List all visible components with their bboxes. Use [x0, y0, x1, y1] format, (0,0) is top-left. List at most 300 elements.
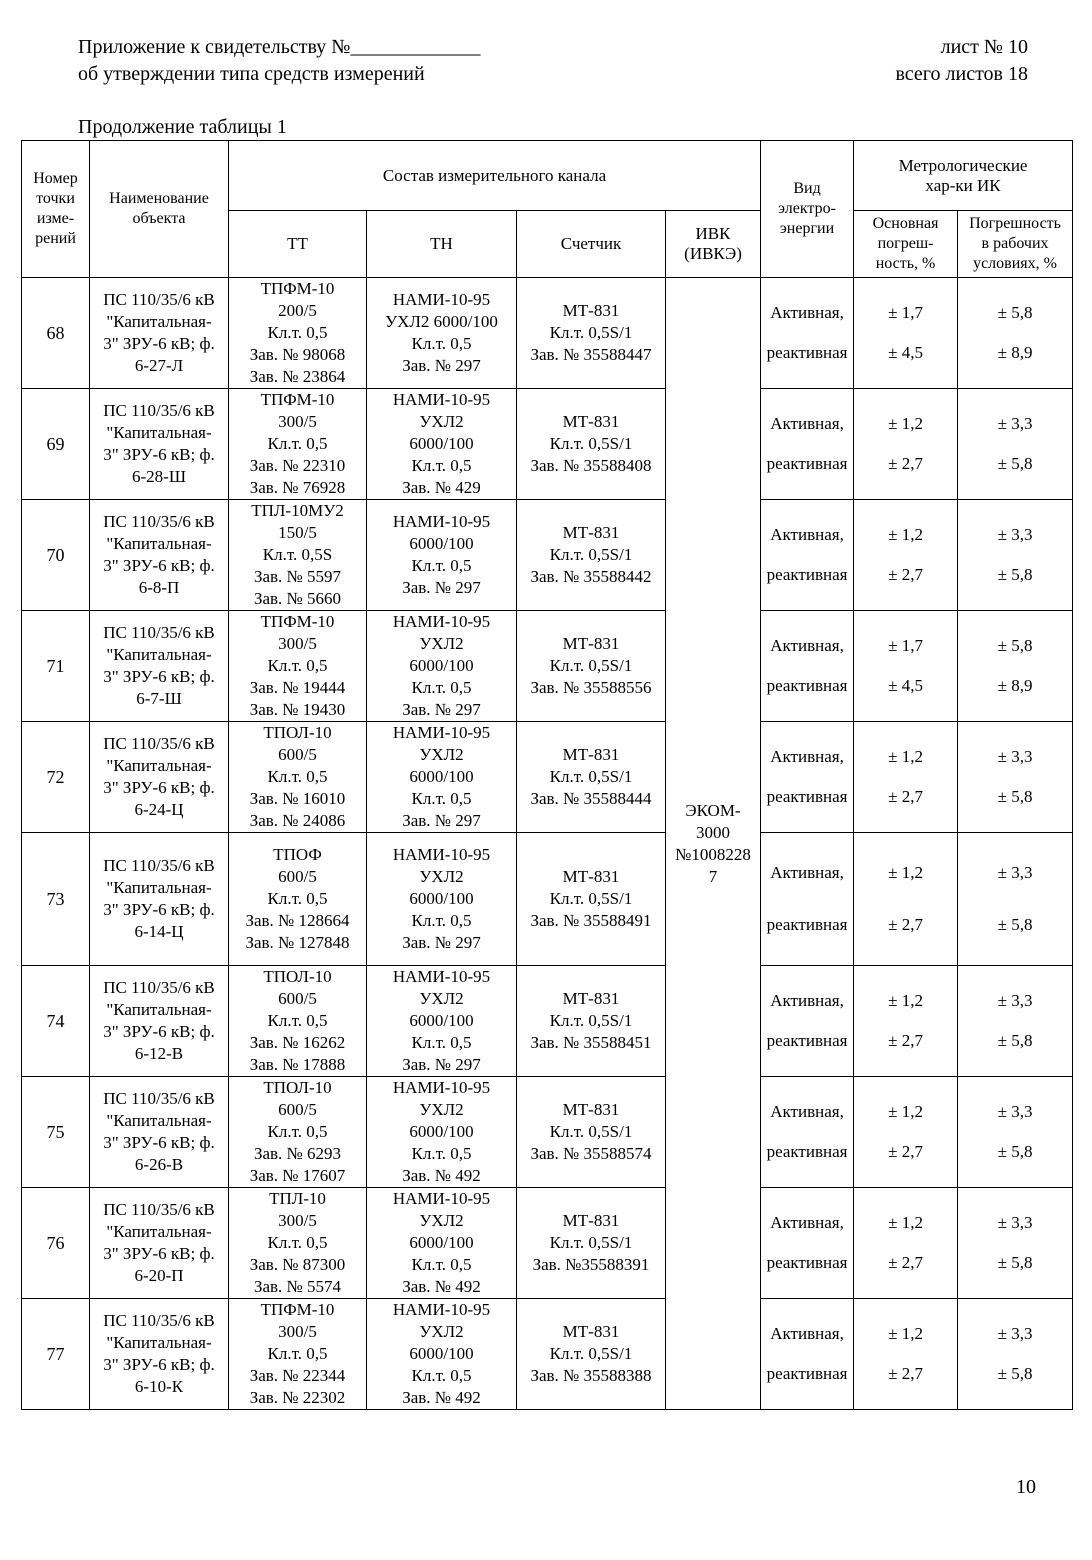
text-line: ± 8,9	[997, 343, 1033, 362]
text-line: 6-8-П	[138, 578, 180, 597]
text-line: ± 2,7	[888, 1031, 923, 1050]
text-line: Кл.т. 0,5	[267, 1233, 328, 1252]
text-line: Зав. № 297	[402, 811, 481, 830]
text-line: 6-7-Ш	[136, 689, 182, 708]
text-line: Кл.т. 0,5	[411, 1366, 472, 1385]
header-point-no	[22, 141, 90, 278]
text-line: Зав. № 297	[402, 356, 481, 375]
text-line: 300/5	[278, 634, 317, 653]
text-line: Зав. № 492	[402, 1388, 481, 1407]
text-line: ± 5,8	[997, 636, 1033, 655]
text-line: ± 2,7	[888, 1142, 923, 1161]
text-line: Зав. № 19430	[249, 700, 346, 719]
text-line: ± 2,7	[888, 787, 923, 806]
text-line: ± 1,2	[888, 1102, 923, 1121]
point-number-cell: 68	[22, 278, 90, 389]
text-line: энергии	[779, 220, 835, 237]
text-line: Зав. № 35588408	[530, 456, 652, 475]
text-line: УХЛ2	[419, 989, 464, 1008]
table-row	[22, 500, 1073, 611]
tn-cell	[367, 722, 517, 833]
text-line: Кл.т. 0,5S/1	[549, 545, 633, 564]
text-line: Кл.т. 0,5S/1	[549, 1344, 633, 1363]
text-line: (ИВКЭ)	[684, 244, 742, 263]
text-line: 300/5	[278, 1211, 317, 1230]
header-tn: ТН	[367, 211, 517, 278]
table-row	[22, 278, 1073, 389]
text-line: ПС 110/35/6 кВ	[103, 978, 215, 997]
tn-cell	[367, 278, 517, 389]
text-line: Активная,	[770, 303, 844, 322]
text-line: Зав. № 492	[402, 1166, 481, 1185]
text-line: ± 5,8	[997, 1142, 1033, 1161]
text-line: 200/5	[278, 301, 317, 320]
text-line: Зав. № 16262	[249, 1033, 346, 1052]
text-line: ± 1,2	[888, 863, 923, 883]
working-error-cell	[958, 278, 1073, 389]
table-row	[22, 389, 1073, 500]
text-line: ± 1,2	[888, 747, 923, 766]
text-line: ± 3,3	[997, 863, 1033, 883]
text-line: Метрологические	[898, 155, 1028, 175]
text-line: Кл.т. 0,5S	[262, 545, 333, 564]
text-line: Зав. № 297	[402, 933, 481, 952]
text-line: ± 1,2	[888, 1324, 923, 1343]
tt-cell	[229, 1299, 367, 1410]
text-line: ± 2,7	[888, 1364, 923, 1383]
text-line: Зав. № 297	[402, 578, 481, 597]
text-line: 6000/100	[409, 889, 474, 908]
meter-cell	[517, 1299, 666, 1410]
point-number-cell: 71	[22, 611, 90, 722]
object-name-cell	[90, 611, 229, 722]
text-line: УХЛ2	[419, 634, 464, 653]
page-number: 10	[1016, 1476, 1036, 1498]
text-line: ТПОЛ-10	[263, 1078, 332, 1097]
text-line: условиях, %	[973, 255, 1057, 272]
tt-cell	[229, 500, 367, 611]
text-line: ТПФМ-10	[260, 612, 335, 631]
text-line: Зав. № 6293	[253, 1144, 342, 1163]
text-line: 6-26-В	[134, 1155, 184, 1174]
text-line: 600/5	[278, 745, 317, 764]
text-line: ± 5,8	[997, 565, 1033, 584]
text-line: ± 5,8	[997, 914, 1033, 934]
tn-cell	[367, 833, 517, 966]
text-line: Активная,	[770, 1213, 844, 1232]
energy-type-cell	[761, 500, 854, 611]
object-name-cell	[90, 966, 229, 1077]
tn-cell	[367, 966, 517, 1077]
text-line: НАМИ-10-95	[392, 967, 491, 986]
text-line: Зав. № 5660	[253, 589, 342, 608]
text-line: точки	[36, 190, 75, 207]
text-line: ± 3,3	[997, 525, 1033, 544]
text-line: ± 4,5	[888, 343, 923, 362]
text-line: Кл.т. 0,5	[267, 1122, 328, 1141]
text-line: МТ-831	[562, 745, 620, 764]
text-line: Кл.т. 0,5	[411, 1144, 472, 1163]
text-line: МТ-831	[562, 523, 620, 542]
text-line: Вид	[793, 180, 821, 197]
text-line: Активная,	[770, 991, 844, 1010]
tt-cell	[229, 833, 367, 966]
text-line: ТПОЛ-10	[263, 967, 332, 986]
text-line: МТ-831	[562, 1322, 620, 1341]
text-line: погреш-	[877, 235, 934, 252]
text-line: реактивная	[766, 1253, 848, 1272]
working-error-cell	[958, 389, 1073, 500]
working-error-cell	[958, 1188, 1073, 1299]
text-line: Зав. № 22302	[249, 1388, 346, 1407]
text-line: НАМИ-10-95	[392, 390, 491, 409]
text-line: Кл.т. 0,5S/1	[549, 767, 633, 786]
header-energy-type	[761, 141, 854, 278]
text-line: Зав. № 16010	[249, 789, 346, 808]
point-number-cell: 73	[22, 833, 90, 966]
object-name-cell	[90, 278, 229, 389]
text-line: "Капитальная-	[106, 756, 212, 775]
header-line-1	[78, 34, 1028, 61]
object-name-cell	[90, 1077, 229, 1188]
text-line: Зав. № 98068	[249, 345, 346, 364]
text-line: ТПОЛ-10	[263, 723, 332, 742]
text-line: Зав. № 35588556	[530, 678, 652, 697]
text-line: 6000/100	[409, 656, 474, 675]
text-line: реактивная	[766, 343, 848, 362]
text-line: ± 3,3	[997, 991, 1033, 1010]
header-meter: Счетчик	[517, 211, 666, 278]
text-line: 6000/100	[409, 1233, 474, 1252]
text-line: ПС 110/35/6 кВ	[103, 1311, 215, 1330]
meter-cell	[517, 611, 666, 722]
text-line: Номер	[33, 170, 78, 187]
text-line: хар-ки ИК	[925, 175, 1001, 195]
text-line: Зав. № 22344	[249, 1366, 346, 1385]
tt-cell	[229, 611, 367, 722]
text-line: ± 1,2	[888, 414, 923, 433]
point-number-cell: 74	[22, 966, 90, 1077]
working-error-cell	[958, 722, 1073, 833]
object-name-cell	[90, 389, 229, 500]
basic-error-cell	[854, 1077, 958, 1188]
text-line: МТ-831	[562, 1100, 620, 1119]
basic-error-cell	[854, 966, 958, 1077]
text-line: ПС 110/35/6 кВ	[103, 734, 215, 753]
text-line: 3" ЗРУ-6 кВ; ф.	[103, 1022, 215, 1041]
basic-error-cell	[854, 278, 958, 389]
text-line: "Капитальная-	[106, 1000, 212, 1019]
basic-error-cell	[854, 1188, 958, 1299]
text-line: 3" ЗРУ-6 кВ; ф.	[103, 778, 215, 797]
text-line: ТПФМ-10	[260, 1300, 335, 1319]
text-line: ± 1,2	[888, 525, 923, 544]
text-line: МТ-831	[562, 1211, 620, 1230]
object-name-cell	[90, 722, 229, 833]
ivk-cell	[666, 278, 761, 1410]
text-line: ЭКОМ-	[685, 800, 741, 820]
text-line: "Капитальная-	[106, 423, 212, 442]
text-line: 6-27-Л	[134, 356, 184, 375]
working-error-cell	[958, 1077, 1073, 1188]
text-line: ПС 110/35/6 кВ	[103, 290, 215, 309]
text-line: ТПОФ	[273, 845, 322, 864]
text-line: 6-24-Ц	[134, 800, 184, 819]
text-line: 600/5	[278, 989, 317, 1008]
text-line: 6000/100	[409, 767, 474, 786]
text-line: Зав. №35588391	[532, 1255, 650, 1274]
basic-error-cell	[854, 500, 958, 611]
text-line: реактивная	[766, 454, 848, 473]
text-line: 6-12-В	[134, 1044, 184, 1063]
text-line: ПС 110/35/6 кВ	[103, 856, 215, 875]
text-line: 3" ЗРУ-6 кВ; ф.	[103, 667, 215, 686]
text-line: Зав. № 35588388	[530, 1366, 652, 1385]
meter-cell	[517, 833, 666, 966]
text-line: Активная,	[770, 414, 844, 433]
text-line: 3" ЗРУ-6 кВ; ф.	[103, 1133, 215, 1152]
header-working-error	[958, 211, 1073, 278]
text-line: 6-28-Ш	[132, 467, 186, 486]
text-line: НАМИ-10-95	[392, 612, 491, 631]
point-number-cell: 69	[22, 389, 90, 500]
text-line: ность, %	[875, 255, 936, 272]
text-line: Кл.т. 0,5S/1	[549, 323, 633, 342]
text-line: Кл.т. 0,5	[411, 1033, 472, 1052]
text-line: в рабочих	[981, 235, 1049, 252]
basic-error-cell	[854, 611, 958, 722]
text-line: Зав. № 17888	[249, 1055, 346, 1074]
working-error-cell	[958, 966, 1073, 1077]
energy-type-cell	[761, 833, 854, 966]
text-line: ТПЛ-10	[269, 1189, 326, 1208]
text-line: ПС 110/35/6 кВ	[103, 512, 215, 531]
text-line: "Капитальная-	[106, 645, 212, 664]
text-line: 7	[708, 866, 718, 886]
text-line: Зав. № 76928	[249, 478, 346, 497]
text-line: Зав. № 127848	[245, 933, 350, 952]
text-line: 6000/100	[409, 1344, 474, 1363]
text-line: реактивная	[766, 1364, 848, 1383]
text-line: УХЛ2	[419, 412, 464, 431]
text-line: Активная,	[770, 1102, 844, 1121]
text-line: Кл.т. 0,5	[267, 323, 328, 342]
text-line: НАМИ-10-95	[392, 1078, 491, 1097]
text-line: ПС 110/35/6 кВ	[103, 1200, 215, 1219]
text-line: ± 3,3	[997, 414, 1033, 433]
point-number-cell: 75	[22, 1077, 90, 1188]
text-line: ± 5,8	[997, 454, 1033, 473]
meter-cell	[517, 1077, 666, 1188]
text-line: 3" ЗРУ-6 кВ; ф.	[103, 1355, 215, 1374]
text-line: УХЛ2	[419, 1211, 464, 1230]
text-line: 150/5	[278, 523, 317, 542]
text-line: ± 5,8	[997, 1031, 1033, 1050]
total-sheets: всего листов 18	[895, 63, 1028, 85]
text-line: реактивная	[766, 565, 848, 584]
text-line: реактивная	[766, 787, 848, 806]
text-line: Активная,	[770, 636, 844, 655]
header-line-2	[78, 61, 1028, 88]
text-line: Активная,	[770, 525, 844, 544]
text-line: Зав. № 23864	[249, 367, 346, 386]
text-line: Зав. № 35588444	[530, 789, 652, 808]
meter-cell	[517, 278, 666, 389]
text-line: 6000/100	[409, 434, 474, 453]
text-line: Зав. № 24086	[249, 811, 346, 830]
tt-cell	[229, 722, 367, 833]
table-row	[22, 1077, 1073, 1188]
text-line: Кл.т. 0,5	[267, 767, 328, 786]
text-line: ± 2,7	[888, 914, 923, 934]
table-row	[22, 966, 1073, 1077]
tn-cell	[367, 389, 517, 500]
tt-cell	[229, 1188, 367, 1299]
text-line: Кл.т. 0,5	[411, 456, 472, 475]
text-line: 6000/100	[409, 1011, 474, 1030]
table-row	[22, 1299, 1073, 1410]
text-line: Кл.т. 0,5S/1	[549, 434, 633, 453]
text-line: ± 8,9	[997, 676, 1033, 695]
text-line: Зав. № 35588451	[530, 1033, 652, 1052]
text-line: объекта	[132, 210, 186, 227]
energy-type-cell	[761, 1299, 854, 1410]
text-line: ± 2,7	[888, 565, 923, 584]
table-row	[22, 833, 1073, 966]
text-line: НАМИ-10-95	[392, 290, 491, 309]
text-line: 3" ЗРУ-6 кВ; ф.	[103, 1244, 215, 1263]
text-line: изме-	[36, 210, 75, 227]
text-line: Зав. № 17607	[249, 1166, 346, 1185]
text-line: Кл.т. 0,5	[267, 434, 328, 453]
meter-cell	[517, 966, 666, 1077]
text-line: НАМИ-10-95	[392, 1189, 491, 1208]
text-line: Зав. № 35588574	[530, 1144, 652, 1163]
header-left-line-1: Приложение к свидетельству №_____________	[78, 36, 481, 58]
header-basic-error	[854, 211, 958, 278]
text-line: Кл.т. 0,5S/1	[549, 1011, 633, 1030]
text-line: УХЛ2	[419, 745, 464, 764]
point-number-cell: 70	[22, 500, 90, 611]
text-line: ± 1,7	[888, 636, 923, 655]
text-line: Кл.т. 0,5	[411, 678, 472, 697]
text-line: Наименование	[109, 190, 209, 207]
header-tt: ТТ	[229, 211, 367, 278]
header-left-line-2: об утверждении типа средств измерений	[78, 63, 425, 85]
energy-type-cell	[761, 611, 854, 722]
working-error-cell	[958, 833, 1073, 966]
text-line: ± 3,3	[997, 1324, 1033, 1343]
point-number-cell: 77	[22, 1299, 90, 1410]
header-ivk	[666, 211, 761, 278]
text-line: МТ-831	[562, 412, 620, 431]
text-line: ТПФМ-10	[260, 390, 335, 409]
text-line: 6-20-П	[134, 1266, 184, 1285]
text-line: МТ-831	[562, 867, 620, 886]
tn-cell	[367, 1299, 517, 1410]
text-line: ТПЛ-10МУ2	[251, 501, 344, 520]
table-row	[22, 611, 1073, 722]
text-line: Зав. № 35588442	[530, 567, 652, 586]
meter-cell	[517, 500, 666, 611]
text-line: Зав. № 5574	[253, 1277, 342, 1296]
text-line: Кл.т. 0,5S/1	[549, 889, 633, 908]
text-line: 6000/100	[409, 1122, 474, 1141]
meter-cell	[517, 389, 666, 500]
text-line: УХЛ2	[419, 867, 464, 886]
text-line: Зав. № 87300	[249, 1255, 346, 1274]
text-line: Зав. № 5597	[253, 567, 342, 586]
text-line: "Капитальная-	[106, 312, 212, 331]
meter-cell	[517, 1188, 666, 1299]
measurement-channels-table	[21, 140, 1073, 1410]
energy-type-cell	[761, 722, 854, 833]
table-caption: Продолжение таблицы 1	[78, 116, 287, 138]
text-line: реактивная	[766, 1142, 848, 1161]
text-line: НАМИ-10-95	[392, 723, 491, 742]
text-line: 6000/100	[409, 534, 474, 553]
text-line: ± 5,8	[997, 787, 1033, 806]
text-line: 3" ЗРУ-6 кВ; ф.	[103, 556, 215, 575]
text-line: "Капитальная-	[106, 1333, 212, 1352]
text-line: Зав. № 492	[402, 1277, 481, 1296]
text-line: Активная,	[770, 747, 844, 766]
object-name-cell	[90, 500, 229, 611]
text-line: Зав. № 22310	[249, 456, 346, 475]
text-line: 3" ЗРУ-6 кВ; ф.	[103, 334, 215, 353]
table-row	[22, 722, 1073, 833]
text-line: МТ-831	[562, 989, 620, 1008]
header-object-name	[90, 141, 229, 278]
object-name-cell	[90, 1188, 229, 1299]
text-line: 600/5	[278, 1100, 317, 1119]
header-channel-group: Состав измерительного канала	[229, 141, 761, 211]
text-line: Кл.т. 0,5S/1	[549, 1122, 633, 1141]
energy-type-cell	[761, 1188, 854, 1299]
text-line: рений	[35, 230, 76, 247]
text-line: ± 3,3	[997, 747, 1033, 766]
text-line: ± 4,5	[888, 676, 923, 695]
text-line: ± 5,8	[997, 303, 1033, 322]
text-line: Кл.т. 0,5	[411, 556, 472, 575]
text-line: электро-	[778, 200, 836, 217]
text-line: ± 3,3	[997, 1102, 1033, 1121]
text-line: Кл.т. 0,5	[267, 1344, 328, 1363]
text-line: ПС 110/35/6 кВ	[103, 1089, 215, 1108]
basic-error-cell	[854, 833, 958, 966]
text-line: Зав. № 429	[402, 478, 481, 497]
text-line: Активная,	[770, 863, 844, 883]
text-line: МТ-831	[562, 301, 620, 320]
tn-cell	[367, 611, 517, 722]
text-line: НАМИ-10-95	[392, 845, 491, 864]
tt-cell	[229, 1077, 367, 1188]
text-line: Кл.т. 0,5	[267, 889, 328, 908]
text-line: ± 1,2	[888, 1213, 923, 1232]
working-error-cell	[958, 611, 1073, 722]
text-line: 600/5	[278, 867, 317, 886]
text-line: 6-10-К	[134, 1377, 184, 1396]
text-line: "Капитальная-	[106, 878, 212, 897]
text-line: МТ-831	[562, 634, 620, 653]
working-error-cell	[958, 500, 1073, 611]
text-line: НАМИ-10-95	[392, 1300, 491, 1319]
text-line: ± 5,8	[997, 1253, 1033, 1272]
point-number-cell: 76	[22, 1188, 90, 1299]
text-line: ± 1,7	[888, 303, 923, 322]
text-line: Зав. № 35588447	[530, 345, 652, 364]
tn-cell	[367, 1077, 517, 1188]
